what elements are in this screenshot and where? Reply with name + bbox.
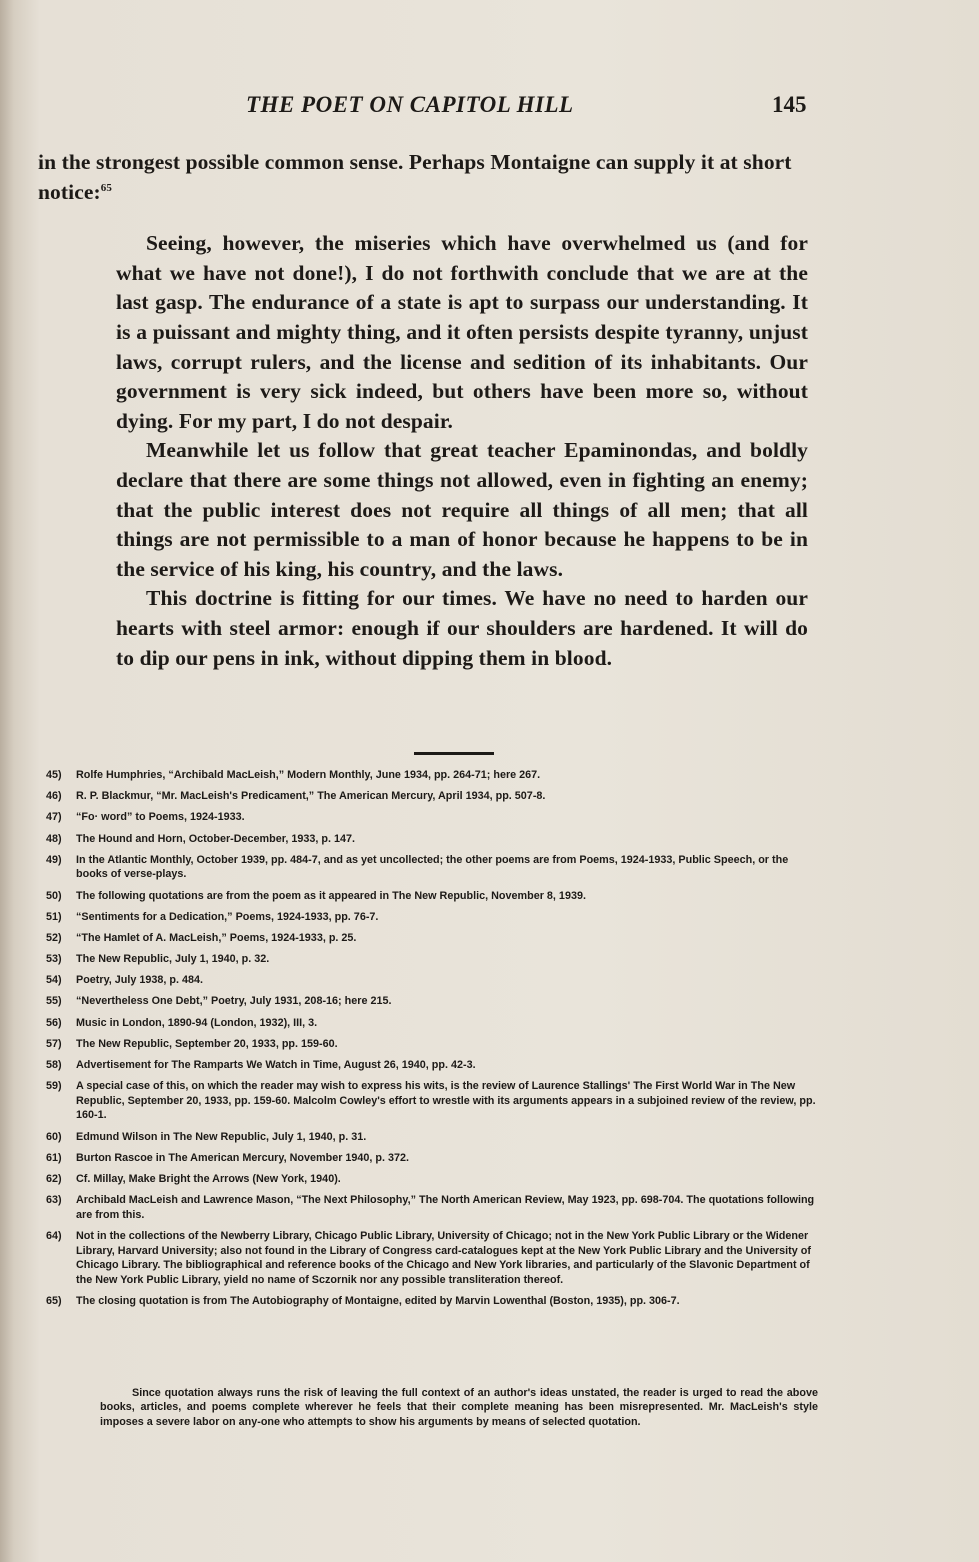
footnote-text: R. P. Blackmur, “Mr. MacLeish's Predicament,” The American Mercury, April 1934, pp. 507-8.	[76, 790, 546, 803]
footnote-number: 53)	[46, 953, 62, 966]
footnote-item	[46, 1016, 816, 1031]
footnote-number: 48)	[46, 832, 62, 845]
footnote-text: In the Atlantic Monthly, October 1939, pp. 484-7, and as yet uncollected; the other poems are from Poems, 1924-1933, Public Speech, or the books of verse-plays.	[76, 853, 789, 881]
footnote-item	[46, 1294, 816, 1309]
closing-note: Since quotation always runs the risk of leaving the full context of an author's ideas unstated, the reader is urged to read the above books, articles, and poems complete wherever he feels that their complete meaning has been misrepresented. Mr. MacLeish's style imposes a severe labor on any-one who attempts to show his arguments by means of selected quotation.	[100, 1386, 818, 1428]
footnote-item	[46, 994, 816, 1009]
footnote-number: 46)	[46, 790, 62, 803]
footnote-number: 63)	[46, 1194, 62, 1207]
footnote-number: 49)	[46, 853, 62, 866]
footnote-number: 64)	[46, 1229, 62, 1242]
footnote-item	[46, 1058, 816, 1073]
footnote-number: 52)	[46, 931, 62, 944]
footnote-number: 60)	[46, 1130, 62, 1143]
footnote-item	[46, 952, 816, 967]
footnotes	[46, 768, 816, 1315]
lead-paragraph	[38, 148, 808, 207]
footnote-text: “Fo· word” to Poems, 1924-1933.	[76, 811, 245, 824]
footnote-item	[46, 931, 816, 946]
footnote-item	[46, 889, 816, 904]
section-divider	[414, 752, 494, 755]
footnote-item	[46, 1130, 816, 1145]
footnote-item	[46, 1037, 816, 1052]
footnote-number: 65)	[46, 1294, 62, 1307]
footnote-text: “Nevertheless One Debt,” Poetry, July 1931, 208-16; here 215.	[76, 995, 392, 1008]
footnote-number: 47)	[46, 811, 62, 824]
footnote-ref: 65	[100, 181, 112, 194]
page-number: 145	[772, 92, 807, 117]
footnote-text: Music in London, 1890-94 (London, 1932), III, 3.	[76, 1016, 318, 1029]
body-text	[38, 148, 808, 673]
footnote-text: Advertisement for The Ramparts We Watch in Time, August 26, 1940, pp. 42-3.	[76, 1059, 476, 1072]
footnote-text: Rolfe Humphries, “Archibald MacLeish,” Modern Monthly, June 1934, pp. 264-71; here 267.	[76, 769, 541, 781]
footnote-number: 59)	[46, 1080, 62, 1093]
footnote-number: 57)	[46, 1037, 62, 1050]
footnote-number: 58)	[46, 1059, 62, 1072]
footnote-item	[46, 832, 816, 847]
footnote-text: Poetry, July 1938, p. 484.	[76, 974, 204, 987]
footnote-text: A special case of this, on which the reader may wish to express his wits, is the review of Laurence Stallings' The First World War in The New Republic, September 20, 1933, pp. 159-60. Malcolm Cowley's effort to wrestle with its arguments appears in a subjoined review of the review, pp. 160-1.	[76, 1080, 816, 1122]
footnote-item	[46, 1172, 816, 1187]
footnote-text: The Hound and Horn, October-December, 1933, p. 147.	[76, 832, 355, 845]
footnote-text: Not in the collections of the Newberry Library, Chicago Public Library, University of Chicago; not in the New York Public Library or the Widener Library, Harvard University; also not found in the Library of Congress card-catalogues kept at the New York Public Library and the University of Chicago Library. The bibliographical and reference books of the Chicago and New York libraries, and particularly of the Slavonic Department of the New York Public Library, yield no name of Sczornik nor any possible transliteration thereof.	[76, 1229, 811, 1286]
page-header	[0, 92, 979, 128]
footnote-item	[46, 1193, 816, 1222]
footnote-item	[46, 810, 816, 825]
footnote-item	[46, 1229, 816, 1287]
footnote-number: 62)	[46, 1172, 62, 1185]
footnote-number: 45)	[46, 769, 62, 781]
footnote-text: Archibald MacLeish and Lawrence Mason, “The Next Philosophy,” The North American Review, May 1923, pp. 698-704. The quotations following are from this.	[76, 1194, 815, 1221]
footnote-number: 54)	[46, 974, 62, 987]
footnote-number: 51)	[46, 910, 62, 923]
footnote-text: The New Republic, September 20, 1933, pp. 159-60.	[76, 1037, 338, 1050]
footnote-text: Edmund Wilson in The New Republic, July 1, 1940, p. 31.	[76, 1130, 367, 1143]
footnote-text: “Sentiments for a Dedication,” Poems, 1924-1933, pp. 76-7.	[76, 910, 379, 923]
footnote-item	[46, 853, 816, 882]
footnote-number: 56)	[46, 1016, 62, 1029]
footnote-number: 50)	[46, 889, 62, 902]
footnote-item	[46, 1079, 816, 1123]
footnote-text: The following quotations are from the poem as it appeared in The New Republic, November 8, 1939.	[76, 889, 586, 902]
footnote-text: Burton Rascoe in The American Mercury, November 1940, p. 372.	[76, 1151, 410, 1164]
footnote-text: Cf. Millay, Make Bright the Arrows (New York, 1940).	[76, 1172, 341, 1185]
footnote-item	[46, 768, 816, 783]
quote-paragraph: This doctrine is fitting for our times. We have no need to harden our hearts with steel armor: enough if our shoulders are hardened. It will do to dip our pens in ink, without dipping them in blood.	[116, 586, 808, 670]
lead-text: in the strongest possible common sense. Perhaps Montaigne can supply it at short notice:	[38, 150, 792, 204]
footnote-text: The New Republic, July 1, 1940, p. 32.	[76, 953, 270, 966]
quote-paragraph: Seeing, however, the miseries which have overwhelmed us (and for what we have not done!), I do not forthwith conclude that we are at the last gasp. The endurance of a state is apt to surpass our understanding. It is a puissant and mighty thing, and it often persists despite tyranny, unjust laws, corrupt rulers, and the license and sedition of its inhabitants. Our government is very sick indeed, but others have been more so, without dying. For my part, I do not despair.	[116, 231, 808, 433]
footnote-item	[46, 789, 816, 804]
quote-paragraph: Meanwhile let us follow that great teacher Epaminondas, and boldly declare that there are some things not allowed, even in fighting an enemy; that the public interest does not require all things of all men; that all things are not permissible to a man of honor because he happens to be in the service of his king, his country, and the laws.	[116, 438, 808, 581]
running-title: THE POET ON CAPITOL HILL	[246, 92, 574, 117]
footnote-item	[46, 1151, 816, 1166]
footnote-item	[46, 910, 816, 925]
footnote-item	[46, 973, 816, 988]
footnote-number: 61)	[46, 1151, 62, 1164]
footnote-text: The closing quotation is from The Autobiography of Montaigne, edited by Marvin Lowenthal (Boston, 1935), pp. 306-7.	[76, 1294, 680, 1307]
footnote-text: “The Hamlet of A. MacLeish,” Poems, 1924-1933, p. 25.	[76, 931, 357, 944]
footnote-number: 55)	[46, 995, 62, 1008]
